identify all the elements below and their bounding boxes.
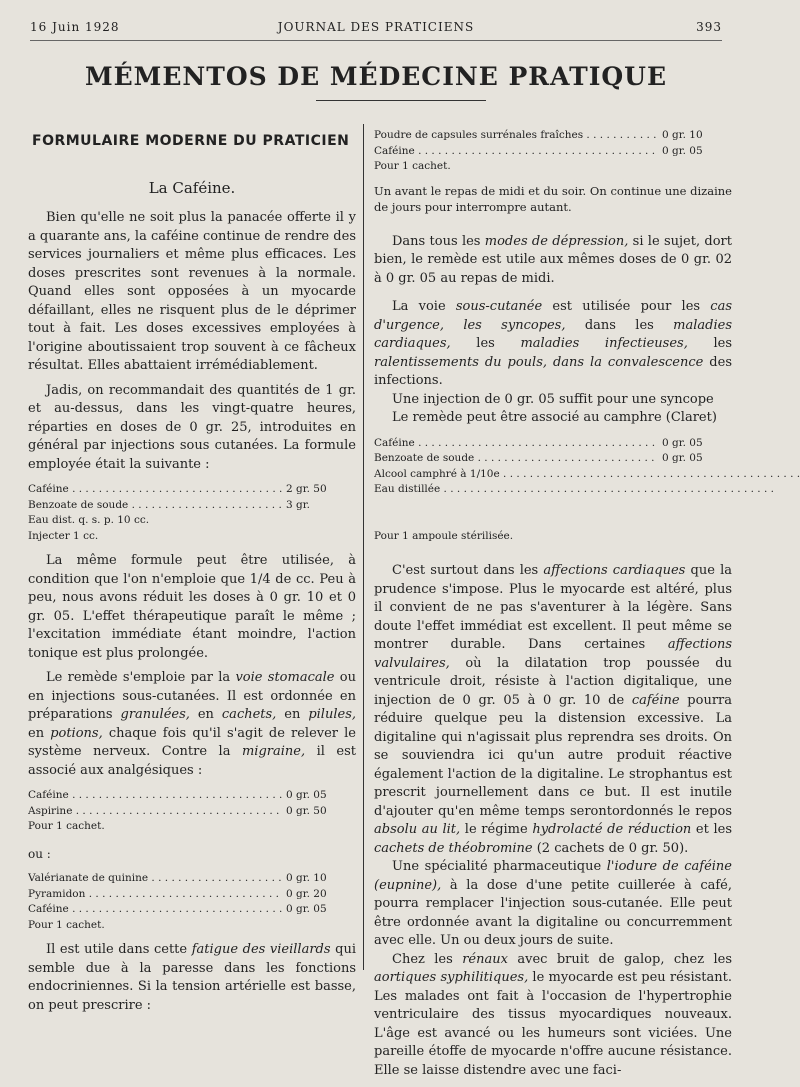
- ingredient-name: Eau distillée . . .: [374, 482, 800, 498]
- ingredient-name: Caféine . . .: [28, 902, 282, 918]
- section-title: FORMULAIRE MODERNE DU PRATICIEN: [32, 133, 350, 149]
- prescription-formula: [374, 436, 732, 545]
- ingredient-name: Caféine . . .: [374, 436, 658, 452]
- ingredient-dose: 0 gr. 05: [286, 903, 327, 915]
- paragraph: Bien qu'elle ne soit plus la panacée offerte il y a quarante ans, la caféine continue de rendre des services journaliers et même plus efficaces. Les doses prescrites sont revenues à la normale. Quand elles sont opposées à un myocarde défaillant, elles ne risquent plus de le déprimer tout à fait. Les doses excessives employées à l'origine aboutissaient trop souvent à ce fâcheux résultat. Elles abattaient irrémédiablement.: [28, 210, 356, 373]
- ingredient-dose: 2 gr. 50: [286, 483, 327, 495]
- paragraph: C'est surtout dans les affections cardiaques que la prudence s'impose. Plus le myocarde est altéré, plus il convient de ne pas s'aventurer à la légère. Sans doute l'effet immédiat est excellent. Il peut même se montrer durable. Dans certaines affections valvulaires, où la dilatation trop poussée du ventricule droit, résiste à l'action digitalique, une injection de 0 gr. 05 à 0 gr. 10 de caféine pourra réduire quelque peu la distension excessive. La digitaline qui n'agissait plus reprendra ses droits. On se souviendra ici qu'un autre produit réactive également l'action de la digitaline. Le strophantus est prescrit journellement dans ce but. Il est inutile d'ajouter qu'en même temps serontordonnés le repos absolu au lit, le régime hydrolacté de réduction et les cachets de théobromine (2 cachets de 0 gr. 50).: [374, 563, 733, 856]
- formula-row: [28, 804, 356, 820]
- journal-name: JOURNAL DES PRATICIENS: [277, 20, 475, 34]
- formula-line: Pour 1 cachet.: [28, 918, 105, 931]
- formula-row: [374, 482, 800, 498]
- formula-line: Pour 1 ampoule stérilisée.: [374, 529, 514, 542]
- formula-row: [374, 144, 732, 160]
- ingredient-name: Benzoate de soude . . .: [374, 451, 658, 467]
- paragraph: Jadis, on recommandait des quantités de 1 gr. et au-dessus, dans les vingt-quatre heures, réparties en doses de 0 gr. 25, introduites en général par injections sous cutanées. La formule employée était la suivante :: [28, 382, 356, 472]
- prescription-formula: [28, 871, 356, 933]
- paragraph: Une spécialité pharmaceutique l'iodure de caféine (eupnine), à la dose d'une petite cuillerée à café, pourra remplacer l'injection sous-cutanée. Elle peut être ordonnée avant la digitaline ou concurremment avec elle. Un ou deux jours de suite.: [374, 859, 732, 948]
- braced-ingredients: [374, 467, 732, 529]
- prescription-formula: [28, 482, 356, 544]
- column-divider: [363, 124, 364, 970]
- header-date: 16 Juin 1928: [30, 20, 120, 34]
- ingredient-name: Alcool camphré à 1/10e . . .: [374, 467, 800, 483]
- main-title: MÉMENTOS DE MÉDECINE PRATIQUE: [84, 62, 668, 91]
- paragraph: La voie sous-cutanée est utilisée pour les cas d'urgence, les syncopes, dans les maladies cardiaques, les maladies infectieuses, les ralentissements du pouls, dans la convalescence des infections.: [374, 299, 732, 388]
- page-number: 393: [696, 20, 722, 34]
- formula-row: [374, 451, 732, 467]
- ingredient-name: Caféine . . .: [28, 482, 282, 498]
- ingredient-dose: 0 gr. 10: [286, 872, 327, 884]
- formula-line: Pour 1 cachet.: [28, 820, 105, 832]
- ingredient-dose: 3 gr.: [286, 498, 310, 511]
- formula-row: [28, 498, 356, 514]
- alternative-label: ou :: [28, 846, 51, 861]
- paragraph: Dans tous les modes de dépression, si le sujet, dort bien, le remède est utile aux mêmes doses de 0 gr. 02 à 0 gr. 05 au repas de midi.: [374, 233, 732, 286]
- ingredient-dose: 0 gr. 05: [662, 436, 703, 449]
- formula-line: Injecter 1 cc.: [28, 529, 99, 542]
- ingredient-name: Benzoate de soude . . .: [28, 498, 282, 514]
- formula-row: [28, 788, 356, 804]
- header-rule: [30, 40, 722, 41]
- paragraph: Il est utile dans cette fatigue des vieillards qui semble due à la paresse dans les fonctions endocriniennes. Si la tension artérielle est basse, on peut prescrire :: [28, 942, 356, 1013]
- formula-row: [374, 128, 732, 144]
- paragraph: Chez les rénaux avec bruit de galop, chez les aortiques syphilitiques, le myocarde est peu résistant. Les malades ont fait à l'occasion de l'hypertrophie ventriculaire des tissus myocardiques nouveaux. L'âge est avancé ou les humeurs sont viciées. Une pareille étoffe de myocarde n'offre aucune résistance. Elle se laisse distendre avec une faci-: [374, 951, 732, 1078]
- ingredient-dose: 0 gr. 10: [662, 129, 703, 141]
- ingredient-dose: 0 gr. 05: [662, 144, 703, 157]
- dosage-note: Un avant le repas de midi et du soir. On continue une dizaine de jours pour interrompre autant.: [374, 183, 732, 214]
- ingredient-name: Poudre de capsules surrénales fraîches . . .: [374, 128, 658, 144]
- paragraph: La même formule peut être utilisée, à condition que l'on n'emploie que 1/4 de cc. Peu à peu, nous avons réduit les doses à 0 gr. 10 et 0 gr. 05. L'effet thérapeutique paraît le même ; l'excitation immédiate étant moindre, l'action tonique est plus prolongée.: [28, 553, 356, 661]
- ingredient-name: Pyramidon . . .: [28, 887, 282, 903]
- formula-row: [28, 887, 356, 903]
- formula-row: [374, 467, 800, 483]
- ingredient-name: Caféine . . .: [28, 788, 282, 804]
- right-column: [374, 120, 732, 1080]
- ingredient-name: Valérianate de quinine . . .: [28, 871, 282, 887]
- ingredient-dose: 0 gr. 50: [286, 804, 327, 817]
- prescription-formula: [28, 788, 356, 835]
- ingredient-dose: 0 gr. 05: [286, 789, 327, 801]
- ingredient-name: Caféine . . .: [374, 144, 658, 160]
- formula-line: Eau dist. q. s. p. 10 cc.: [28, 514, 150, 526]
- formula-row: [28, 871, 356, 887]
- ingredient-dose: 0 gr. 20: [286, 887, 327, 900]
- formula-row: [374, 436, 732, 452]
- paragraph: Le remède s'emploie par la voie stomacale ou en injections sous-cutanées. Il est ordonnée en préparations granulées, en cachets, en pilules, en potions, chaque fois qu'il s'agit de relever le système nerveux. Contre la migraine, il est associé aux analgésiques :: [28, 670, 356, 778]
- running-header: [30, 20, 722, 38]
- paragraph: Une injection de 0 gr. 05 suffit pour une syncope: [392, 391, 714, 407]
- prescription-formula: [374, 128, 732, 175]
- formula-row: [28, 902, 356, 918]
- ingredient-name: Aspirine . . .: [28, 804, 282, 820]
- title-rule: [316, 100, 486, 101]
- ingredient-dose: 0 gr. 05: [662, 452, 703, 464]
- formula-line: Pour 1 cachet.: [374, 160, 451, 172]
- formula-row: [28, 482, 356, 498]
- article-subtitle: La Caféine.: [148, 178, 236, 197]
- left-column: [28, 120, 356, 1015]
- paragraph: Le remède peut être associé au camphre (Claret): [392, 410, 717, 425]
